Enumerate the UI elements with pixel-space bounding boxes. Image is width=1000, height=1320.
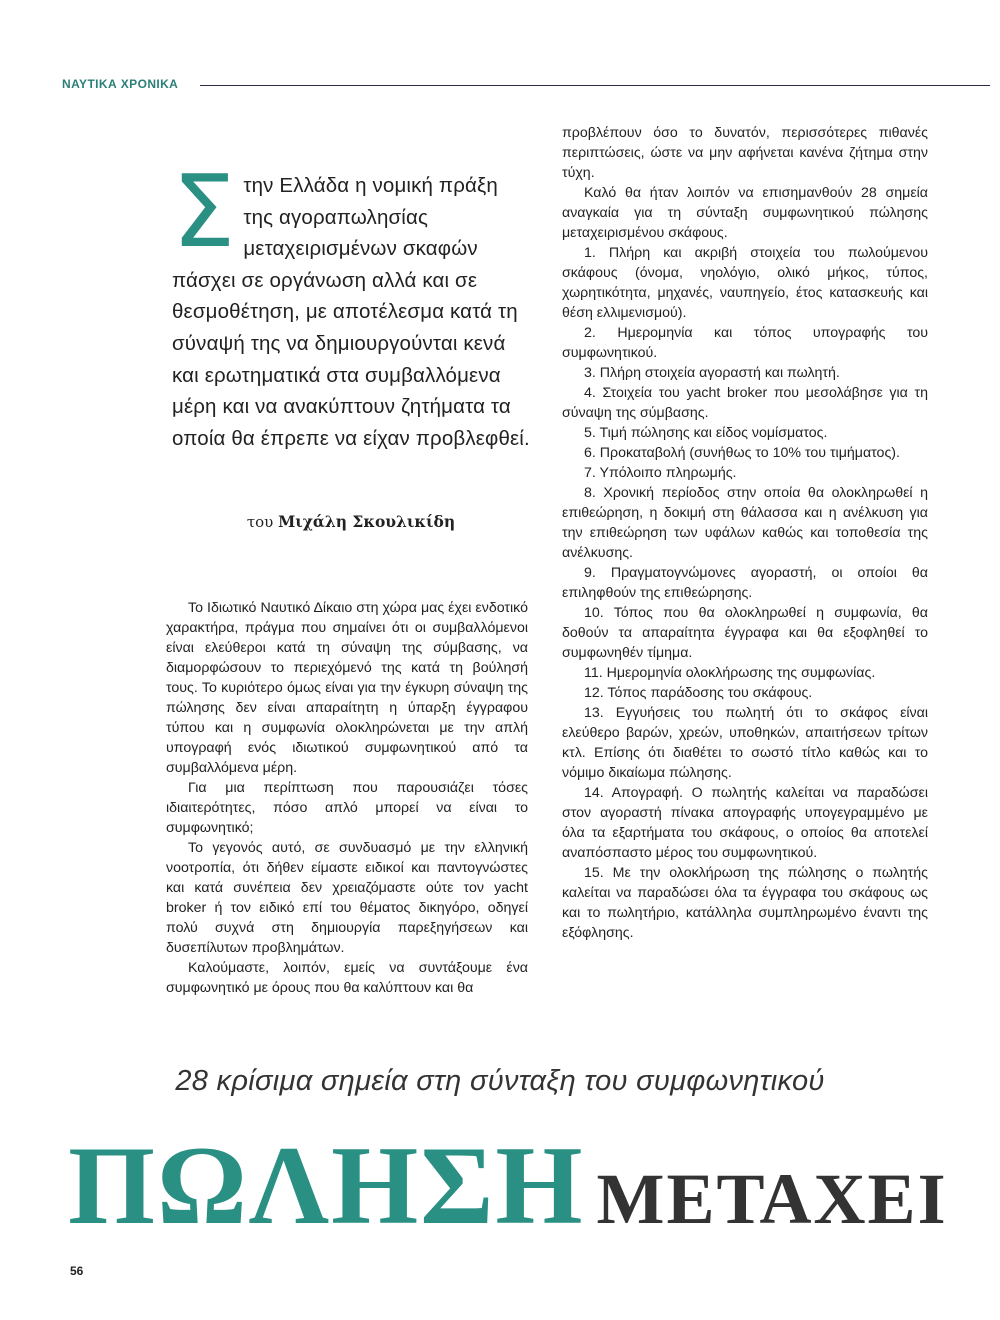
subtitle: 28 κρίσιμα σημεία στη σύνταξη του συμφωνητικού <box>175 1065 825 1097</box>
list-item: 4. Στοιχεία του yacht broker που μεσολάβησε για τη σύναψη της σύμβασης. <box>562 385 928 421</box>
article-title <box>68 1122 998 1251</box>
list-item: 1. Πλήρη και ακριβή στοιχεία του πωλούμενου σκάφους (όνομα, νηολόγιο, ολικό μήκος, τύπος, χωρητικότητα, μηχανές, ναυπηγείο, έτος κατασκευής και θέση ελλιμενισμού). <box>562 245 928 321</box>
body-paragraph: Το Ιδιωτικό Ναυτικό Δίκαιο στη χώρα μας έχει ενδοτικό χαρακτήρα, πράγμα που σημαίνει ότι οι συμβαλλόμενοι είναι ελεύθεροι κατά τη σύναψη της σύμβασης, να διαμορφώσουν το περιεχόμενό της κατά τη βούλησή τους. Το κυριότερο όμως είναι για την έγκυρη σύναψη της πώλησης δεν είναι απαραίτητη η ύπαρξη έγγραφου τύπου και η συμφωνία ολοκληρώνεται με την απλή υπογραφή ενός ιδιωτικού συμφωνητικού από τα συμβαλλόμενα μέρη. <box>166 600 528 776</box>
list-item: 13. Εγγυήσεις του πωλητή ότι το σκάφος είναι ελεύθερο βαρών, χρεών, υποθηκών, απαιτήσεων τρίτων κτλ. Επίσης ότι διαθέτει το σωστό τίτλο καθώς και το νόμιμο δικαίωμα πώλησης. <box>562 705 928 781</box>
list-item: 8. Χρονική περίοδος στην οποία θα ολοκληρωθεί η επιθεώρηση, η δοκιμή στη θάλασσα και η ανέλκυση για την επιθεώρηση των υφάλων καθώς και τοποθεσία της ανέλκυσης. <box>562 485 928 561</box>
list-item: 6. Προκαταβολή (συνήθως το 10% του τιμήματος). <box>584 445 900 461</box>
left-column <box>166 598 528 998</box>
page-number: 56 <box>70 1264 84 1278</box>
section-header: ΝΑΥΤΙΚΑ ΧΡΟΝΙΚΑ <box>62 77 179 91</box>
list-item: 2. Ημερομηνία και τόπος υπογραφής του συμφωνητικού. <box>562 325 928 361</box>
drop-cap: Σ <box>172 153 236 270</box>
byline <box>172 512 530 531</box>
body-paragraph: Καλούμαστε, λοιπόν, εμείς να συντάξουμε ένα συμφωνητικό με όρους που θα καλύπτουν και θα <box>166 960 528 996</box>
intro-paragraph: Καλό θα ήταν λοιπόν να επισημανθούν 28 σημεία αναγκαία για τη σύνταξη συμφωνητικού πώλησης μεταχειρισμένου σκάφους. <box>562 185 928 241</box>
list-item: 5. Τιμή πώλησης και είδος νομίσματος. <box>584 425 828 441</box>
lead-paragraph <box>172 153 530 454</box>
header-rule <box>200 85 990 86</box>
author-name: Μιχάλη Σκουλικίδη <box>278 512 456 531</box>
list-item: 9. Πραγματογνώμονες αγοραστή, οι οποίοι θα επιληφθούν της επιθεώρησης. <box>562 565 928 601</box>
list-item: 14. Απογραφή. Ο πωλητής καλείται να παραδώσει στον αγοραστή πίνακα απογραφής υπογεγραμμένο με όλα τα εξαρτήματα του σκάφους, ο οποίος θα αποτελεί αναπόσπαστο μέρος του συμφωνητικού. <box>562 785 928 861</box>
list-item: 10. Τόπος που θα ολοκληρωθεί η συμφωνία, θα δοθούν τα απαραίτητα έγγραφα και θα εξοφληθεί το συμφωνηθέν τίμημα. <box>562 605 928 661</box>
list-item: 11. Ημερομηνία ολοκλήρωσης της συμφωνίας. <box>584 665 876 681</box>
body-paragraph: Το γεγονός αυτό, σε συνδυασμό με την ελληνική νοοτροπία, ότι δήθεν είμαστε ειδικοί και παντογνώστες και κατά συνέπεια δεν χρειαζόμαστε ούτε τον yacht broker ή τον ειδικό επί του θέματος δικηγόρο, οδηγεί πολύ συχνά στη δημιουργία παρεξηγήσεων και δυσεπίλυτων προβλημάτων. <box>166 840 528 956</box>
list-item: 3. Πλήρη στοιχεία αγοραστή και πωλητή. <box>584 365 840 381</box>
body-paragraph: Για μια περίπτωση που παρουσιάζει τόσες ιδιαιτερότητες, πόσο απλό μπορεί να είναι το συμφωνητικό; <box>166 780 528 836</box>
list-item: 15. Με την ολοκλήρωση της πώλησης ο πωλητής καλείται να παραδώσει όλα τα έγγραφα του σκάφους ως και το πωλητήριο, κατάλληλα συμπληρωμένο έναντι της εξόφλησης. <box>562 865 928 941</box>
right-column <box>562 123 928 943</box>
lead-text: την Ελλάδα η νομική πράξη της αγοραπωλησίας μεταχειρισμένων σκαφών πάσχει σε οργάνωση αλλά και σε θεσμοθέτηση, με αποτέλεσμα κατά τη σύναψή της να δημιουργούνται κενά και ερωτηματικά στα συμβαλλόμενα μέρη και να ανακύπτουν ζητήματα τα οποία θα έπρεπε να είχαν προβλεφθεί. <box>172 174 530 450</box>
title-word-1: ΠΩΛΗΣΗ <box>68 1124 585 1248</box>
title-word-2: ΜΕΤΑΧΕΙ <box>596 1159 948 1239</box>
list-item: 12. Τόπος παράδοσης του σκάφους. <box>584 685 813 701</box>
list-item: 7. Υπόλοιπο πληρωμής. <box>584 465 737 481</box>
byline-prefix: του <box>246 513 274 531</box>
continuation-paragraph: προβλέπουν όσο το δυνατόν, περισσότερες πιθανές περιπτώσεις, ώστε να μην αφήνεται κανένα ζήτημα στην τύχη. <box>562 125 928 181</box>
